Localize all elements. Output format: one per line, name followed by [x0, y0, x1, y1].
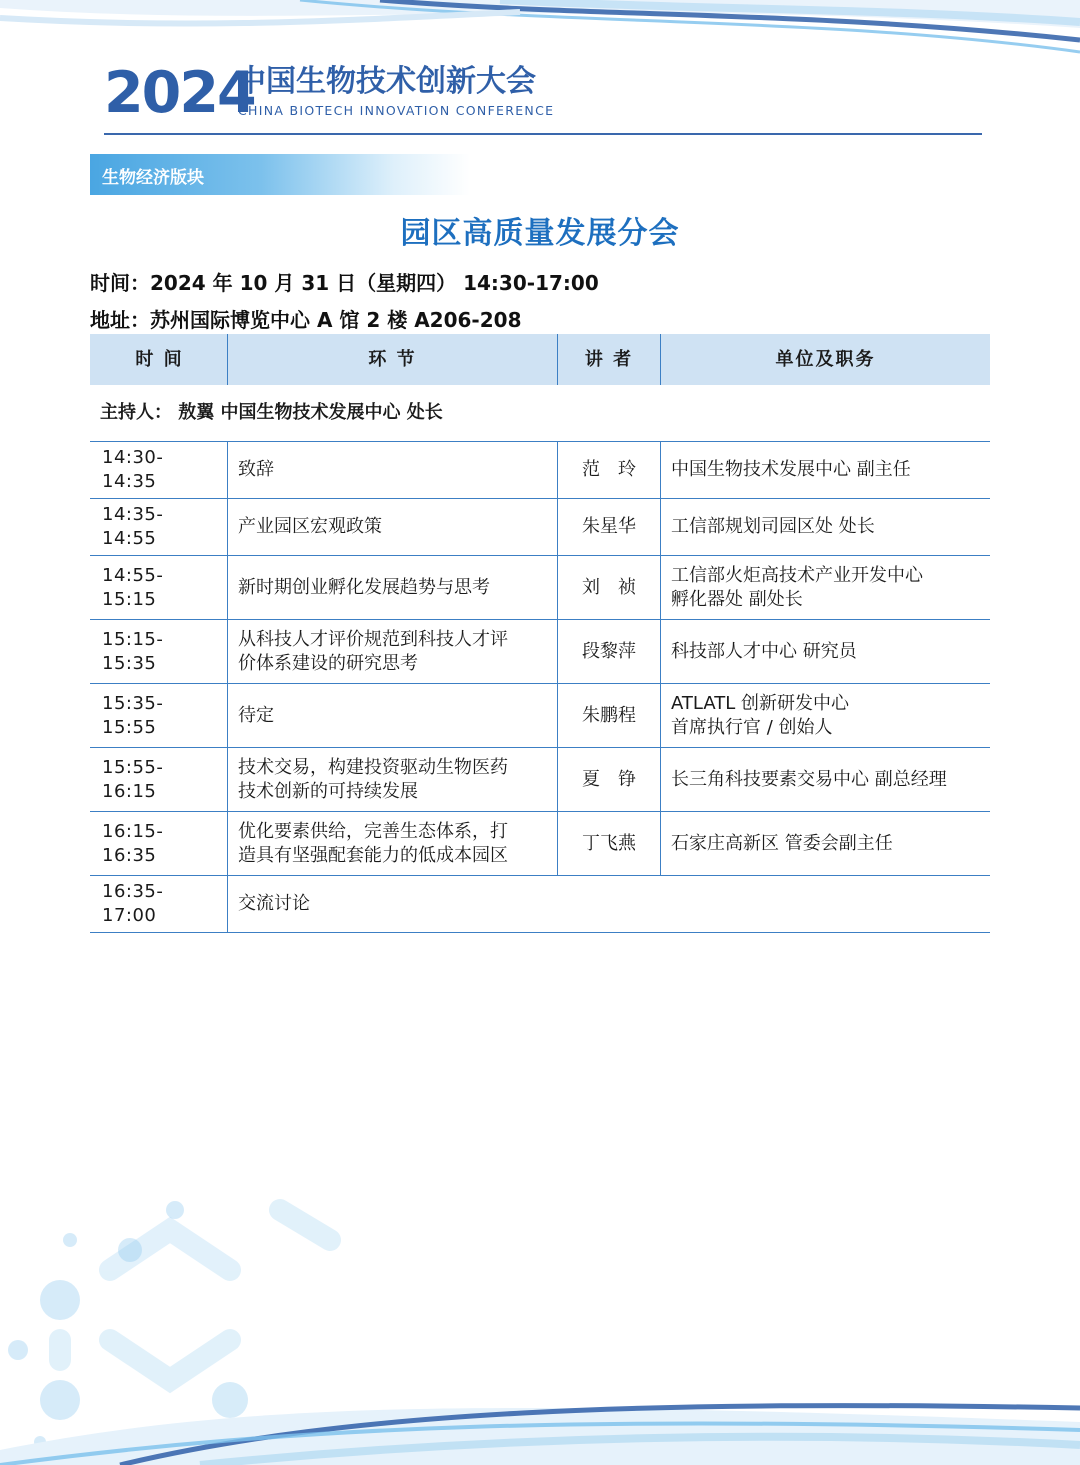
section-tag: [90, 154, 470, 195]
row-topic: 产业园区宏观政策: [238, 516, 382, 537]
conference-title-en: CHINA BIOTECH INNOVATION CONFERENCE: [238, 103, 555, 118]
row-speaker: 朱星华: [558, 499, 661, 555]
table-row: [90, 684, 990, 748]
row-time: 16:15-16:35: [90, 812, 228, 875]
row-topic: 待定: [238, 704, 274, 726]
row-topic: 致辞: [238, 459, 274, 480]
top-wave-decoration: [0, 0, 1080, 60]
row-speaker: 朱鹏程: [558, 684, 661, 747]
row-topic: 新时期创业孵化发展趋势与思考: [238, 576, 490, 598]
header-speaker: 讲 者: [558, 334, 661, 385]
row-time: 16:35-17:00: [90, 876, 228, 932]
host-text: 主持人： 敖翼 中国生物技术发展中心 处长: [100, 402, 443, 423]
row-time: 14:55-15:15: [90, 556, 228, 619]
row-speaker: 范 玲: [558, 442, 661, 498]
session-address: 地址：苏州国际博览中心 A 馆 2 楼 A206-208: [90, 308, 522, 332]
session-title: 园区高质量发展分会: [400, 216, 680, 251]
row-topic: 优化要素供给，完善生态体系，打 造具有坚强配套能力的低成本园区: [238, 820, 508, 866]
row-time: 14:35-14:55: [90, 499, 228, 555]
table-row: [90, 499, 990, 556]
agenda-table: [90, 334, 990, 933]
row-affiliation: 工信部火炬高技术产业开发中心 孵化器处 副处长: [671, 564, 923, 610]
row-speaker: 刘 祯: [558, 556, 661, 619]
row-topic: 交流讨论: [238, 893, 310, 914]
table-row: [90, 748, 990, 812]
host-row: [90, 385, 990, 442]
table-row: [90, 620, 990, 684]
header-divider: [104, 133, 982, 135]
row-speaker: 段黎萍: [558, 620, 661, 683]
row-affiliation: 工信部规划司园区处 处长: [671, 516, 875, 537]
bottom-molecule-decoration: [0, 1150, 1080, 1465]
row-affiliation: ATLATL 创新研发中心 首席执行官 / 创始人: [671, 692, 850, 738]
row-topic: 从科技人才评价规范到科技人才评 价体系建设的研究思考: [238, 628, 508, 674]
conference-title-cn: 中国生物技术创新大会: [236, 64, 536, 99]
table-row: [90, 876, 990, 933]
table-row: [90, 442, 990, 499]
row-time: 15:55-16:15: [90, 748, 228, 811]
row-time: 15:15-15:35: [90, 620, 228, 683]
row-speaker: 夏 铮: [558, 748, 661, 811]
session-time: 时间：2024 年 10 月 31 日（星期四） 14:30-17:00: [90, 271, 599, 295]
row-topic: 技术交易，构建投资驱动生物医药 技术创新的可持续发展: [238, 756, 508, 802]
header-affiliation: 单位及职务: [775, 348, 876, 370]
section-tag-label: 生物经济版块: [102, 168, 204, 188]
header-time: 时 间: [90, 334, 228, 385]
row-affiliation: 石家庄高新区 管委会副主任: [671, 832, 893, 854]
row-time: 15:35-15:55: [90, 684, 228, 747]
table-row: [90, 812, 990, 876]
row-affiliation: 中国生物技术发展中心 副主任: [671, 459, 911, 480]
row-speaker: 丁飞燕: [558, 812, 661, 875]
row-affiliation: 科技部人才中心 研究员: [671, 640, 857, 662]
conference-year: 2024: [104, 60, 255, 126]
header-topic: 环 节: [228, 334, 558, 385]
table-header-row: [90, 334, 990, 385]
table-row: [90, 556, 990, 620]
row-affiliation: 长三角科技要素交易中心 副总经理: [671, 768, 947, 790]
row-time: 14:30-14:35: [90, 442, 228, 498]
